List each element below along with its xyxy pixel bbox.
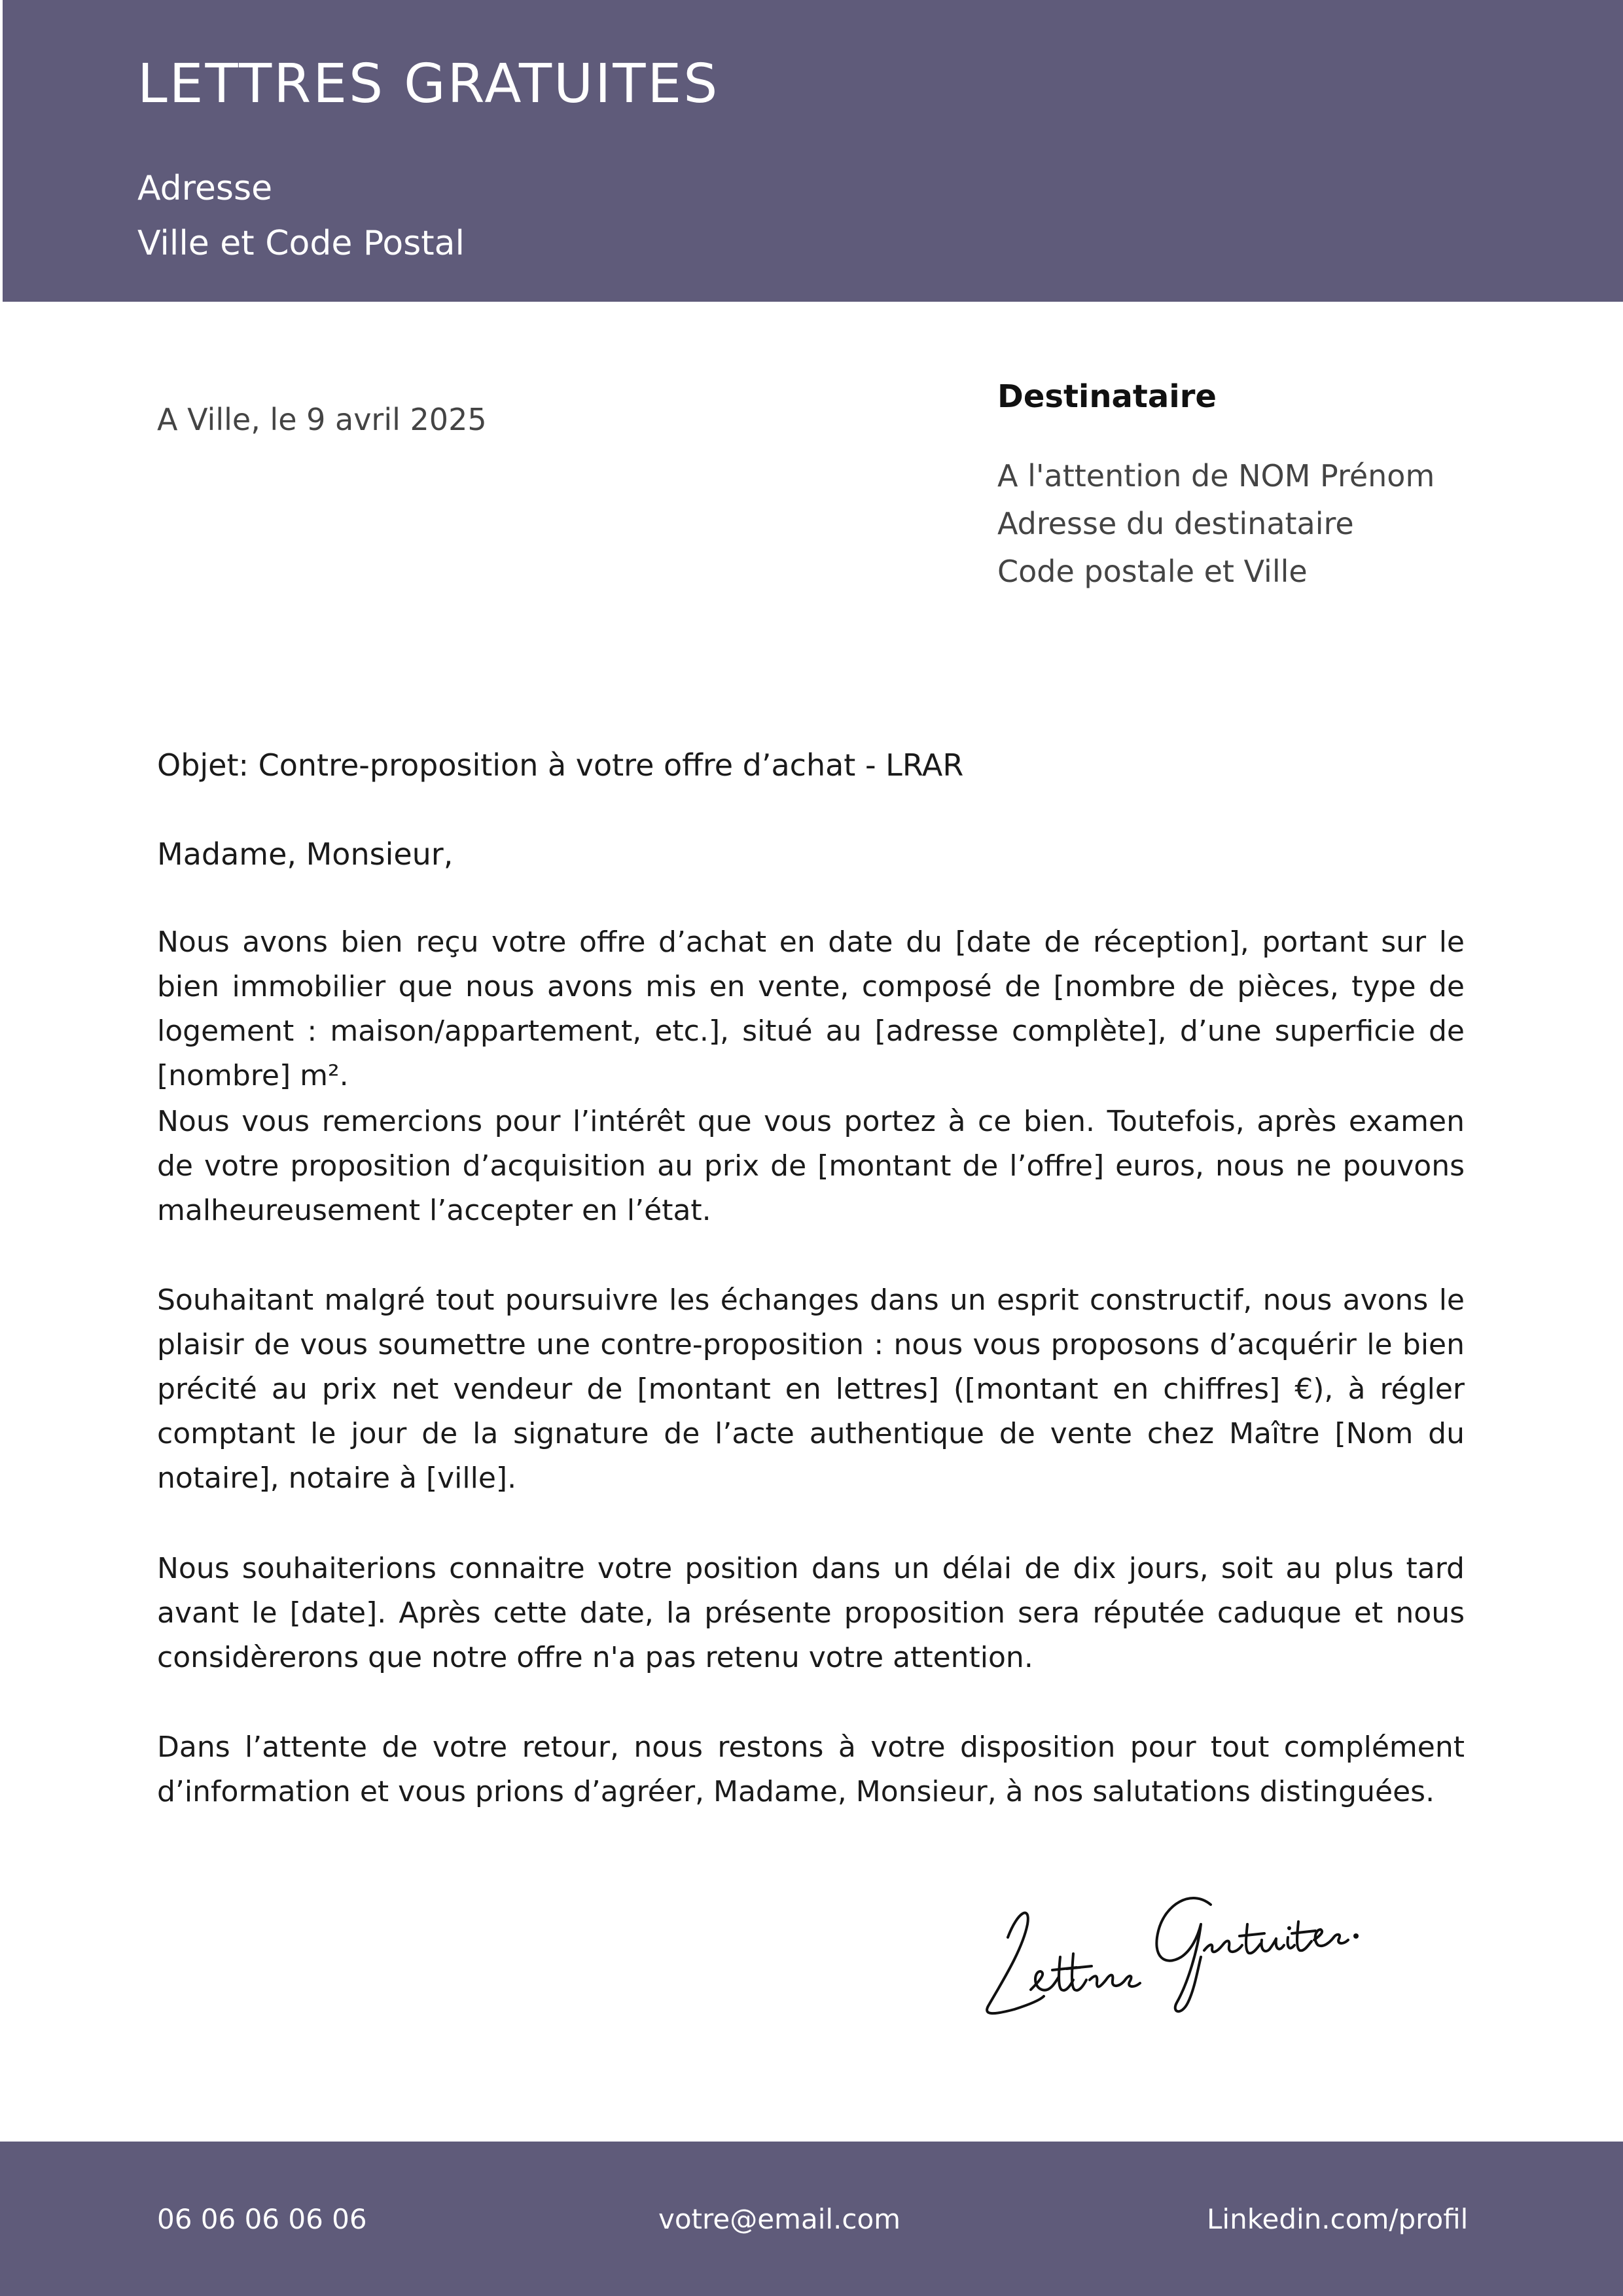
footer-email: votre@email.com bbox=[658, 2203, 901, 2235]
letter-footer bbox=[0, 2142, 1623, 2296]
letter-subject: Objet: Contre-proposition à votre offre d’achat - LRAR bbox=[157, 747, 964, 783]
sender-address: Adresse bbox=[137, 169, 273, 208]
handwritten-signature bbox=[969, 1859, 1361, 2029]
footer-linkedin: Linkedin.com/profil bbox=[1207, 2203, 1469, 2235]
brand-title: LETTRES GRATUITES bbox=[137, 53, 720, 115]
body-paragraph-1: Nous avons bien reçu votre offre d’achat en date du [date de réception], portant sur le bien immobilier que nous avons mis en vente, composé de [nombre de pièces, type de logement : maison/appartement, etc.], situé au [adresse complète], d’une superficie de [nombre] m². bbox=[157, 925, 1465, 1092]
body-paragraph-4: Nous souhaiterions connaitre votre position dans un délai de dix jours, soit au plus tard avant le [date]. Après cette date, la présente proposition sera réputée caduque et nous considèrerons que notre offre n'a pas retenu votre attention. bbox=[157, 1552, 1465, 1674]
recipient-name: A l'attention de NOM Prénom bbox=[997, 458, 1435, 493]
recipient-address: Adresse du destinataire bbox=[997, 506, 1354, 541]
recipient-title: Destinataire bbox=[997, 378, 1217, 415]
body-paragraph-5: Dans l’attente de votre retour, nous restons à votre disposition pour tout complément d’information et vous prions d’agréer, Madame, Monsieur, à nos salutations distinguées. bbox=[157, 1731, 1465, 1808]
body-paragraph-2: Nous vous remercions pour l’intérêt que vous portez à ce bien. Toutefois, après examen de votre proposition d’acquisition au prix de [montant de l’offre] euros, nous ne pouvons malheureusement l’accepter en l’état. bbox=[157, 1105, 1465, 1227]
letter-greeting: Madame, Monsieur, bbox=[157, 836, 454, 872]
sender-city: Ville et Code Postal bbox=[137, 224, 465, 263]
recipient-city: Code postale et Ville bbox=[997, 554, 1308, 589]
date-line: A Ville, le 9 avril 2025 bbox=[157, 402, 487, 437]
footer-phone: 06 06 06 06 06 bbox=[157, 2203, 367, 2235]
body-paragraph-3: Souhaitant malgré tout poursuivre les échanges dans un esprit constructif, nous avons le plaisir de vous soumettre une contre-proposition : nous vous proposons d’acquérir le bien précité au prix net vendeur de [montant en lettres] ([montant en chiffres] €), à régler comptant le jour de la signature de l’acte authentique de vente chez Maître [Nom du notaire], notaire à [ville]. bbox=[157, 1283, 1465, 1495]
letter-header bbox=[3, 0, 1623, 302]
